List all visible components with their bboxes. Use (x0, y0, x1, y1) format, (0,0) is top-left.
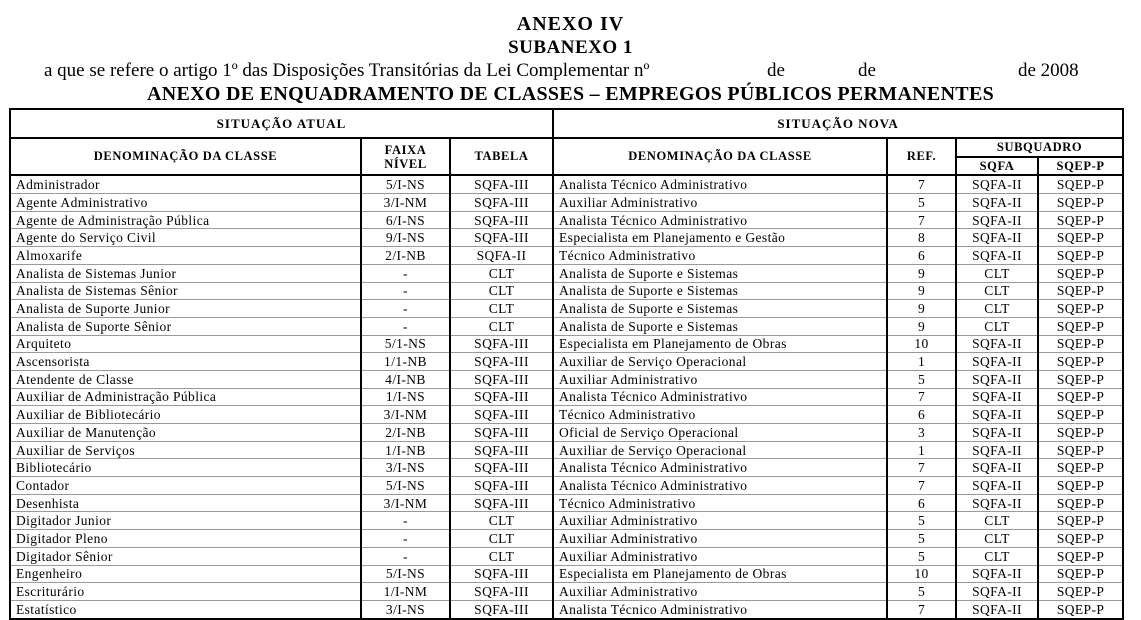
cell-new-class-name: Técnico Administrativo (553, 247, 887, 265)
cell-sqfa: SQFA-II (956, 477, 1038, 495)
cell-class-name: Bibliotecário (10, 459, 361, 477)
cell-ref: 1 (887, 441, 956, 459)
table-row (10, 477, 1123, 495)
cell-sqep: SQEP-P (1038, 370, 1123, 388)
cell-sqep: SQEP-P (1038, 247, 1123, 265)
table-row (10, 211, 1123, 229)
cell-sqep: SQEP-P (1038, 512, 1123, 530)
cell-new-class-name: Auxiliar Administrativo (553, 370, 887, 388)
cell-sqfa: CLT (956, 264, 1038, 282)
cell-tabela: CLT (450, 530, 553, 548)
cell-faixa-nivel: 9/I-NS (361, 229, 450, 247)
cell-sqep: SQEP-P (1038, 353, 1123, 371)
cell-ref: 5 (887, 530, 956, 548)
cell-tabela: SQFA-III (450, 175, 553, 193)
cell-sqfa: SQFA-II (956, 565, 1038, 583)
cell-sqfa: SQFA-II (956, 459, 1038, 477)
cell-sqep: SQEP-P (1038, 406, 1123, 424)
cell-faixa-nivel: 5/I-NS (361, 477, 450, 495)
cell-ref: 5 (887, 370, 956, 388)
cell-tabela: SQFA-III (450, 494, 553, 512)
cell-ref: 5 (887, 194, 956, 212)
cell-ref: 9 (887, 282, 956, 300)
table-row (10, 530, 1123, 548)
cell-faixa-nivel: 3/I-NM (361, 194, 450, 212)
cell-new-class-name: Analista Técnico Administrativo (553, 175, 887, 193)
cell-faixa-nivel: 1/I-NM (361, 583, 450, 601)
cell-sqep: SQEP-P (1038, 388, 1123, 406)
cell-tabela: CLT (450, 317, 553, 335)
cell-tabela: CLT (450, 512, 553, 530)
cell-ref: 9 (887, 317, 956, 335)
cell-faixa-nivel: 2/I-NB (361, 424, 450, 442)
cell-class-name: Agente Administrativo (10, 194, 361, 212)
cell-tabela: CLT (450, 300, 553, 318)
table-row (10, 194, 1123, 212)
classification-table (9, 108, 1124, 620)
cell-class-name: Contador (10, 477, 361, 495)
table-row (10, 370, 1123, 388)
table-row (10, 494, 1123, 512)
cell-tabela: SQFA-III (450, 370, 553, 388)
cell-sqfa: SQFA-II (956, 406, 1038, 424)
cell-faixa-nivel: 2/I-NB (361, 247, 450, 265)
cell-new-class-name: Analista Técnico Administrativo (553, 211, 887, 229)
cell-class-name: Estatístico (10, 600, 361, 618)
cell-sqfa: SQFA-II (956, 583, 1038, 601)
cell-new-class-name: Analista de Suporte e Sistemas (553, 317, 887, 335)
cell-ref: 7 (887, 388, 956, 406)
cell-new-class-name: Analista Técnico Administrativo (553, 477, 887, 495)
cell-faixa-nivel: 5/I-NS (361, 175, 450, 193)
cell-tabela: CLT (450, 264, 553, 282)
cell-tabela: SQFA-III (450, 565, 553, 583)
cell-sqep: SQEP-P (1038, 530, 1123, 548)
cell-ref: 3 (887, 424, 956, 442)
cell-sqep: SQEP-P (1038, 175, 1123, 193)
cell-sqfa: SQFA-II (956, 388, 1038, 406)
cell-tabela: SQFA-III (450, 406, 553, 424)
column-header-sqfa: SQFA (956, 157, 1038, 176)
column-header-faixa-nivel: FAIXA NÍVEL (361, 138, 450, 175)
cell-sqep: SQEP-P (1038, 194, 1123, 212)
cell-faixa-nivel: - (361, 300, 450, 318)
cell-faixa-nivel: - (361, 317, 450, 335)
cell-tabela: SQFA-III (450, 194, 553, 212)
cell-ref: 7 (887, 211, 956, 229)
cell-faixa-nivel: 3/I-NM (361, 494, 450, 512)
cell-faixa-nivel: 3/I-NS (361, 459, 450, 477)
cell-ref: 6 (887, 494, 956, 512)
cell-ref: 5 (887, 512, 956, 530)
cell-sqfa: SQFA-II (956, 424, 1038, 442)
cell-new-class-name: Auxiliar de Serviço Operacional (553, 353, 887, 371)
table-row (10, 600, 1123, 618)
cell-new-class-name: Auxiliar Administrativo (553, 194, 887, 212)
cell-tabela: CLT (450, 547, 553, 565)
cell-faixa-nivel: 5/1-NS (361, 335, 450, 353)
cell-class-name: Arquiteto (10, 335, 361, 353)
cell-tabela: SQFA-III (450, 335, 553, 353)
cell-sqep: SQEP-P (1038, 282, 1123, 300)
table-row (10, 441, 1123, 459)
cell-faixa-nivel: - (361, 264, 450, 282)
cell-class-name: Administrador (10, 175, 361, 193)
column-header-subquadro: SUBQUADRO (956, 138, 1123, 157)
table-row (10, 335, 1123, 353)
cell-new-class-name: Auxiliar Administrativo (553, 547, 887, 565)
cell-sqfa: SQFA-II (956, 353, 1038, 371)
table-row (10, 282, 1123, 300)
cell-ref: 6 (887, 247, 956, 265)
cell-sqep: SQEP-P (1038, 477, 1123, 495)
cell-class-name: Analista de Sistemas Junior (10, 264, 361, 282)
cell-sqfa: CLT (956, 282, 1038, 300)
table-body (10, 175, 1123, 618)
cell-tabela: CLT (450, 282, 553, 300)
cell-sqfa: CLT (956, 317, 1038, 335)
cell-new-class-name: Auxiliar Administrativo (553, 583, 887, 601)
table-row (10, 175, 1123, 193)
cell-class-name: Digitador Sênior (10, 547, 361, 565)
cell-faixa-nivel: 1/I-NS (361, 388, 450, 406)
cell-class-name: Auxiliar de Serviços (10, 441, 361, 459)
cell-faixa-nivel: 3/I-NM (361, 406, 450, 424)
cell-tabela: SQFA-III (450, 477, 553, 495)
cell-class-name: Desenhista (10, 494, 361, 512)
cell-tabela: SQFA-III (450, 211, 553, 229)
cell-ref: 7 (887, 175, 956, 193)
legal-reference-year: de 2008 (1018, 60, 1079, 81)
group-header-new: SITUAÇÃO NOVA (553, 109, 1123, 138)
cell-tabela: SQFA-III (450, 353, 553, 371)
cell-sqfa: CLT (956, 547, 1038, 565)
table-row (10, 565, 1123, 583)
cell-faixa-nivel: - (361, 547, 450, 565)
cell-class-name: Analista de Sistemas Sênior (10, 282, 361, 300)
cell-sqep: SQEP-P (1038, 494, 1123, 512)
legal-reference-de-1: de (767, 60, 785, 81)
cell-ref: 7 (887, 600, 956, 618)
cell-new-class-name: Especialista em Planejamento de Obras (553, 335, 887, 353)
cell-class-name: Engenheiro (10, 565, 361, 583)
cell-sqep: SQEP-P (1038, 441, 1123, 459)
cell-new-class-name: Técnico Administrativo (553, 406, 887, 424)
cell-new-class-name: Analista de Suporte e Sistemas (553, 300, 887, 318)
cell-faixa-nivel: - (361, 530, 450, 548)
cell-faixa-nivel: - (361, 512, 450, 530)
table-row (10, 317, 1123, 335)
cell-sqfa: SQFA-II (956, 600, 1038, 618)
cell-class-name: Agente de Administração Pública (10, 211, 361, 229)
cell-sqep: SQEP-P (1038, 335, 1123, 353)
cell-ref: 10 (887, 565, 956, 583)
cell-class-name: Analista de Suporte Junior (10, 300, 361, 318)
cell-tabela: SQFA-III (450, 229, 553, 247)
cell-class-name: Analista de Suporte Sênior (10, 317, 361, 335)
cell-class-name: Atendente de Classe (10, 370, 361, 388)
group-header-current: SITUAÇÃO ATUAL (10, 109, 553, 138)
cell-ref: 6 (887, 406, 956, 424)
cell-tabela: SQFA-III (450, 459, 553, 477)
table-row (10, 406, 1123, 424)
cell-faixa-nivel: - (361, 282, 450, 300)
cell-ref: 8 (887, 229, 956, 247)
legal-reference-de-2: de (858, 60, 876, 81)
cell-sqfa: SQFA-II (956, 441, 1038, 459)
cell-sqfa: CLT (956, 530, 1038, 548)
cell-tabela: SQFA-II (450, 247, 553, 265)
cell-sqfa: SQFA-II (956, 194, 1038, 212)
table-row (10, 583, 1123, 601)
table-row (10, 388, 1123, 406)
cell-ref: 7 (887, 477, 956, 495)
table-row (10, 300, 1123, 318)
cell-class-name: Almoxarife (10, 247, 361, 265)
cell-faixa-nivel: 3/I-NS (361, 600, 450, 618)
cell-faixa-nivel: 5/I-NS (361, 565, 450, 583)
cell-sqfa: SQFA-II (956, 370, 1038, 388)
column-header-new-class-name: DENOMINAÇÃO DA CLASSE (553, 138, 887, 175)
cell-ref: 5 (887, 583, 956, 601)
cell-sqep: SQEP-P (1038, 424, 1123, 442)
cell-ref: 5 (887, 547, 956, 565)
page-subtitle: SUBANEXO 1 (508, 37, 633, 58)
cell-new-class-name: Técnico Administrativo (553, 494, 887, 512)
cell-faixa-nivel: 1/I-NB (361, 441, 450, 459)
cell-sqep: SQEP-P (1038, 565, 1123, 583)
cell-sqep: SQEP-P (1038, 583, 1123, 601)
table-row (10, 229, 1123, 247)
cell-ref: 7 (887, 459, 956, 477)
cell-tabela: SQFA-III (450, 600, 553, 618)
cell-sqep: SQEP-P (1038, 600, 1123, 618)
cell-sqep: SQEP-P (1038, 211, 1123, 229)
column-header-tabela: TABELA (450, 138, 553, 175)
cell-new-class-name: Auxiliar Administrativo (553, 512, 887, 530)
cell-sqfa: CLT (956, 300, 1038, 318)
cell-sqfa: SQFA-II (956, 229, 1038, 247)
column-header-sqep: SQEP-P (1038, 157, 1123, 176)
cell-sqep: SQEP-P (1038, 459, 1123, 477)
table-row (10, 424, 1123, 442)
table-row (10, 247, 1123, 265)
cell-faixa-nivel: 6/I-NS (361, 211, 450, 229)
cell-ref: 9 (887, 264, 956, 282)
table-row (10, 512, 1123, 530)
cell-sqfa: SQFA-II (956, 175, 1038, 193)
cell-new-class-name: Analista de Suporte e Sistemas (553, 282, 887, 300)
cell-new-class-name: Analista Técnico Administrativo (553, 388, 887, 406)
table-row (10, 264, 1123, 282)
cell-faixa-nivel: 4/I-NB (361, 370, 450, 388)
cell-ref: 9 (887, 300, 956, 318)
cell-sqep: SQEP-P (1038, 317, 1123, 335)
cell-class-name: Auxiliar de Bibliotecário (10, 406, 361, 424)
cell-sqep: SQEP-P (1038, 264, 1123, 282)
cell-sqfa: SQFA-II (956, 335, 1038, 353)
cell-class-name: Auxiliar de Manutenção (10, 424, 361, 442)
page-title: ANEXO IV (516, 13, 625, 35)
cell-tabela: SQFA-III (450, 388, 553, 406)
cell-sqep: SQEP-P (1038, 300, 1123, 318)
cell-new-class-name: Oficial de Serviço Operacional (553, 424, 887, 442)
cell-class-name: Agente do Serviço Civil (10, 229, 361, 247)
legal-reference-text: a que se refere o artigo 1º das Disposições Transitórias da Lei Complementar nº (44, 60, 650, 81)
cell-class-name: Ascensorista (10, 353, 361, 371)
cell-sqep: SQEP-P (1038, 229, 1123, 247)
cell-sqfa: SQFA-II (956, 494, 1038, 512)
table-row (10, 353, 1123, 371)
cell-new-class-name: Analista Técnico Administrativo (553, 600, 887, 618)
cell-sqfa: CLT (956, 512, 1038, 530)
cell-tabela: SQFA-III (450, 441, 553, 459)
cell-tabela: SQFA-III (450, 583, 553, 601)
cell-class-name: Escriturário (10, 583, 361, 601)
table-row (10, 459, 1123, 477)
column-header-ref: REF. (887, 138, 956, 175)
cell-new-class-name: Auxiliar de Serviço Operacional (553, 441, 887, 459)
cell-class-name: Digitador Junior (10, 512, 361, 530)
cell-sqfa: SQFA-II (956, 211, 1038, 229)
cell-new-class-name: Especialista em Planejamento de Obras (553, 565, 887, 583)
cell-new-class-name: Analista de Suporte e Sistemas (553, 264, 887, 282)
cell-class-name: Auxiliar de Administração Pública (10, 388, 361, 406)
column-header-class-name: DENOMINAÇÃO DA CLASSE (10, 138, 361, 175)
cell-class-name: Digitador Pleno (10, 530, 361, 548)
cell-new-class-name: Especialista em Planejamento e Gestão (553, 229, 887, 247)
cell-sqep: SQEP-P (1038, 547, 1123, 565)
cell-new-class-name: Auxiliar Administrativo (553, 530, 887, 548)
cell-sqfa: SQFA-II (956, 247, 1038, 265)
table-title: ANEXO DE ENQUADRAMENTO DE CLASSES – EMPREGOS PÚBLICOS PERMANENTES (146, 83, 995, 105)
table-row (10, 547, 1123, 565)
cell-ref: 1 (887, 353, 956, 371)
cell-faixa-nivel: 1/1-NB (361, 353, 450, 371)
cell-ref: 10 (887, 335, 956, 353)
cell-new-class-name: Analista Técnico Administrativo (553, 459, 887, 477)
cell-tabela: SQFA-III (450, 424, 553, 442)
